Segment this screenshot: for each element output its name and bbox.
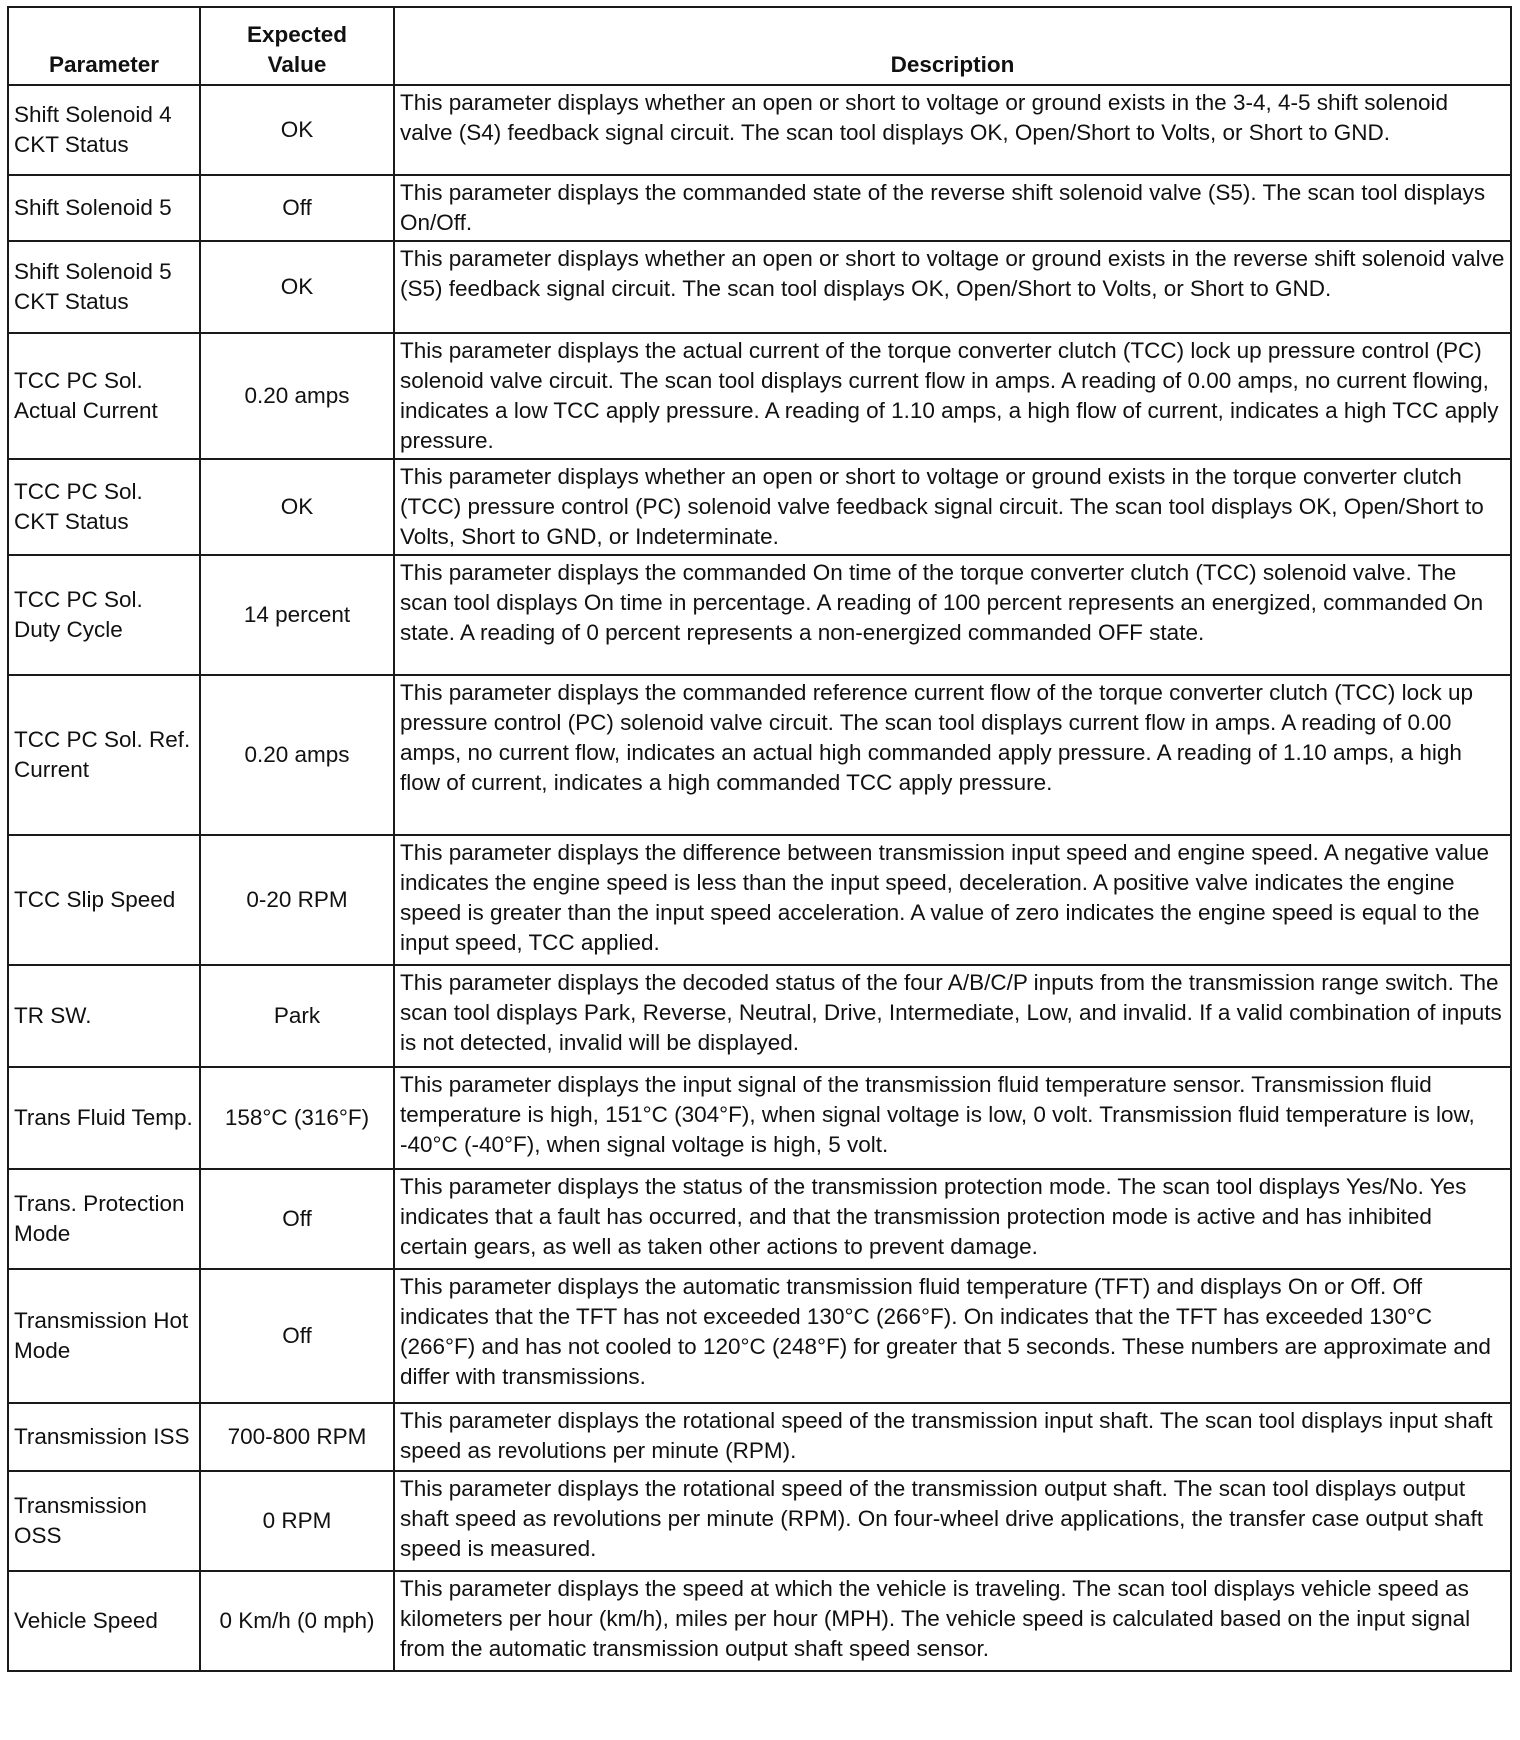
parameter-name: TCC PC Sol. CKT Status xyxy=(8,459,200,555)
expected-value: Off xyxy=(200,1269,394,1403)
parameter-table xyxy=(7,6,1512,1672)
expected-value: 0.20 amps xyxy=(200,675,394,835)
parameter-name: Shift Solenoid 5 xyxy=(8,175,200,241)
expected-value: 0-20 RPM xyxy=(200,835,394,965)
table-row xyxy=(8,835,1511,965)
table-row xyxy=(8,675,1511,835)
table-row xyxy=(8,459,1511,555)
parameter-description: This parameter displays whether an open or short to voltage or ground exists in the 3-4, 4-5 shift solenoid valve (S4) feedback signal circuit. The scan tool displays OK, Open/Short to Volts, or Short to GND. xyxy=(394,85,1511,175)
table-row xyxy=(8,1269,1511,1403)
parameter-name: TCC Slip Speed xyxy=(8,835,200,965)
expected-value: Park xyxy=(200,965,394,1067)
parameter-description: This parameter displays the difference between transmission input speed and engine speed. A negative value indicates the engine speed is less than the input speed, deceleration. A positive valve indicates the engine speed is greater than the input speed acceleration. A value of zero indicates the engine speed is equal to the input speed, TCC applied. xyxy=(394,835,1511,965)
header-expected-value-line2: Value xyxy=(267,52,327,77)
expected-value: 0.20 amps xyxy=(200,333,394,459)
expected-value: 700-800 RPM xyxy=(200,1403,394,1471)
parameter-description: This parameter displays the rotational speed of the transmission output shaft. The scan tool displays output shaft speed as revolutions per minute (RPM). On four-wheel drive applications, the transfer case output shaft speed is measured. xyxy=(394,1471,1511,1571)
expected-value: 14 percent xyxy=(200,555,394,675)
parameter-name: Transmission OSS xyxy=(8,1471,200,1571)
expected-value: OK xyxy=(200,85,394,175)
parameter-description: This parameter displays the automatic transmission fluid temperature (TFT) and displays On or Off. Off indicates that the TFT has not exceeded 130°C (266°F). On indicates that the TFT has exceeded 130°C (266°F) and has not cooled to 120°C (248°F) for greater that 5 seconds. These numbers are approximate and differ with transmissions. xyxy=(394,1269,1511,1403)
header-expected-value xyxy=(200,7,394,85)
expected-value: OK xyxy=(200,459,394,555)
expected-value: OK xyxy=(200,241,394,333)
parameter-description: This parameter displays the commanded On time of the torque converter clutch (TCC) solenoid valve. The scan tool displays On time in percentage. A reading of 100 percent represents an energized, commanded On state. A reading of 0 percent represents a non-energized commanded OFF state. xyxy=(394,555,1511,675)
table-row xyxy=(8,1403,1511,1471)
header-expected-value-line1: Expected xyxy=(246,22,348,47)
expected-value: 0 Km/h (0 mph) xyxy=(200,1571,394,1671)
table-row xyxy=(8,1067,1511,1169)
parameter-name: Vehicle Speed xyxy=(8,1571,200,1671)
parameter-name: Shift Solenoid 5 CKT Status xyxy=(8,241,200,333)
parameter-name: TCC PC Sol. Duty Cycle xyxy=(8,555,200,675)
header-description: Description xyxy=(394,7,1511,85)
table-row xyxy=(8,555,1511,675)
table-row xyxy=(8,333,1511,459)
parameter-description: This parameter displays whether an open or short to voltage or ground exists in the reverse shift solenoid valve (S5) feedback signal circuit. The scan tool displays OK, Open/Short to Volts, or Short to GND. xyxy=(394,241,1511,333)
table-row xyxy=(8,965,1511,1067)
expected-value: 158°C (316°F) xyxy=(200,1067,394,1169)
parameter-description: This parameter displays whether an open or short to voltage or ground exists in the torque converter clutch (TCC) pressure control (PC) solenoid valve feedback signal circuit. The scan tool displays OK, Open/Short to Volts, Short to GND, or Indeterminate. xyxy=(394,459,1511,555)
header-row xyxy=(8,7,1511,85)
header-parameter: Parameter xyxy=(8,7,200,85)
parameter-description: This parameter displays the actual current of the torque converter clutch (TCC) lock up pressure control (PC) solenoid valve circuit. The scan tool displays current flow in amps. A reading of 0.00 amps, no current flowing, indicates a low TCC apply pressure. A reading of 1.10 amps, a high flow of current, indicates a high TCC apply pressure. xyxy=(394,333,1511,459)
parameter-description: This parameter displays the decoded status of the four A/B/C/P inputs from the transmission range switch. The scan tool displays Park, Reverse, Neutral, Drive, Intermediate, Low, and invalid. If a valid combination of inputs is not detected, invalid will be displayed. xyxy=(394,965,1511,1067)
table-row xyxy=(8,1471,1511,1571)
table-row xyxy=(8,1169,1511,1269)
table-row xyxy=(8,1571,1511,1671)
table-row xyxy=(8,241,1511,333)
parameter-description: This parameter displays the speed at which the vehicle is traveling. The scan tool displays vehicle speed as kilometers per hour (km/h), miles per hour (MPH). The vehicle speed is calculated based on the input signal from the automatic transmission output shaft speed sensor. xyxy=(394,1571,1511,1671)
parameter-name: Transmission Hot Mode xyxy=(8,1269,200,1403)
parameter-description: This parameter displays the commanded reference current flow of the torque converter clutch (TCC) lock up pressure control (PC) solenoid valve circuit. The scan tool displays current flow in amps. A reading of 0.00 amps, no current flow, indicates an actual high commanded apply pressure. A reading of 1.10 amps, a high flow of current, indicates a high commanded TCC apply pressure. xyxy=(394,675,1511,835)
parameter-name: Trans Fluid Temp. xyxy=(8,1067,200,1169)
table-row xyxy=(8,175,1511,241)
table-row xyxy=(8,85,1511,175)
parameter-name: Trans. Protection Mode xyxy=(8,1169,200,1269)
parameter-name: TCC PC Sol. Ref. Current xyxy=(8,675,200,835)
expected-value: Off xyxy=(200,1169,394,1269)
expected-value: 0 RPM xyxy=(200,1471,394,1571)
parameter-name: Transmission ISS xyxy=(8,1403,200,1471)
parameter-name: Shift Solenoid 4 CKT Status xyxy=(8,85,200,175)
parameter-description: This parameter displays the rotational speed of the transmission input shaft. The scan tool displays input shaft speed as revolutions per minute (RPM). xyxy=(394,1403,1511,1471)
expected-value: Off xyxy=(200,175,394,241)
parameter-description: This parameter displays the commanded state of the reverse shift solenoid valve (S5). The scan tool displays On/Off. xyxy=(394,175,1511,241)
parameter-description: This parameter displays the status of the transmission protection mode. The scan tool displays Yes/No. Yes indicates that a fault has occurred, and that the transmission protection mode is active and has inhibited certain gears, as well as taken other actions to prevent damage. xyxy=(394,1169,1511,1269)
parameter-description: This parameter displays the input signal of the transmission fluid temperature sensor. Transmission fluid temperature is high, 151°C (304°F), when signal voltage is low, 0 volt. Transmission fluid temperature is low, -40°C (-40°F), when signal voltage is high, 5 volt. xyxy=(394,1067,1511,1169)
parameter-name: TCC PC Sol. Actual Current xyxy=(8,333,200,459)
parameter-name: TR SW. xyxy=(8,965,200,1067)
